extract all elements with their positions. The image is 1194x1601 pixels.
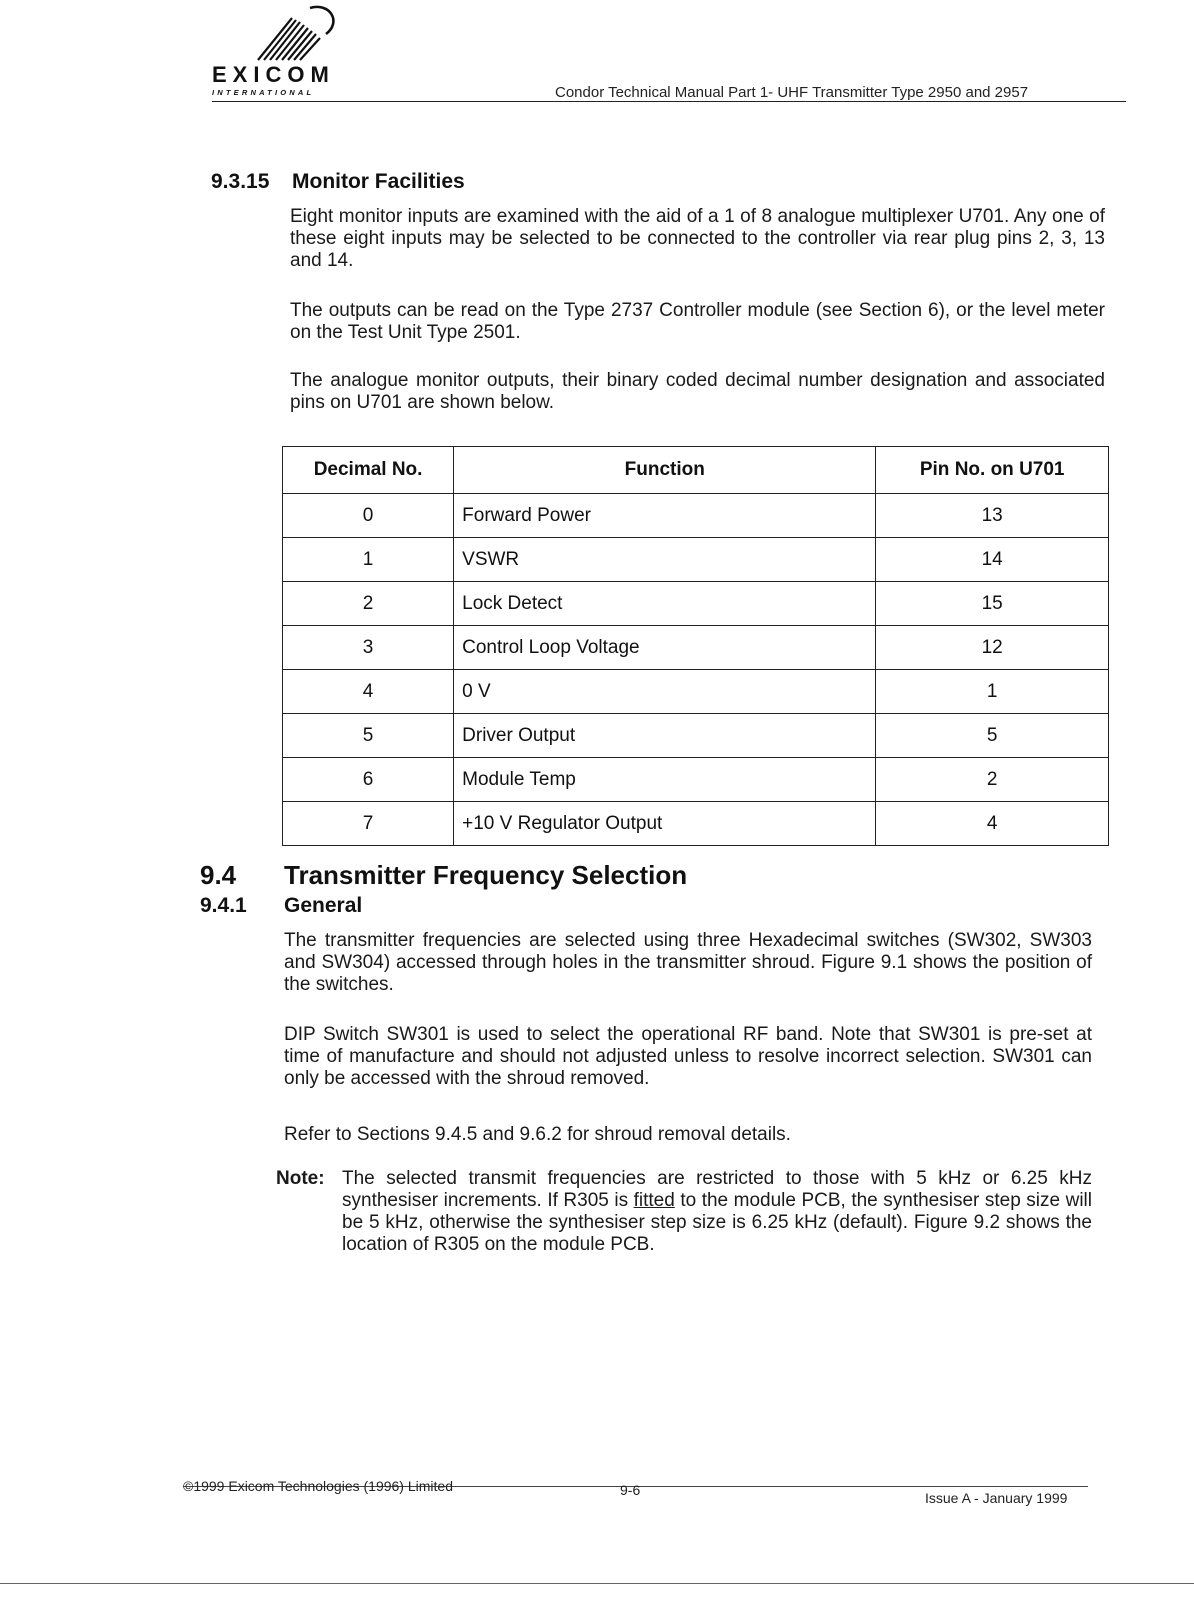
cell-function: VSWR: [454, 538, 876, 582]
paragraph-monitor-inputs: Eight monitor inputs are examined with the aid of a 1 of 8 analogue multiplexer U701. Any one of these eight inputs may be selected to be connected to the controller via rear plug pins 2, 3, 13 and 14.: [290, 206, 1105, 271]
logo-wordmark: EXICOM: [212, 62, 335, 87]
cell-decimal: 3: [283, 626, 454, 670]
cell-decimal: 6: [283, 758, 454, 802]
paragraph-dip-switch: DIP Switch SW301 is used to select the operational RF band. Note that SW301 is pre-set at time of manufacture and should not adjusted unless to resolve incorrect selection. SW301 can only be accessed with the shroud removed.: [284, 1024, 1092, 1089]
cell-function: Forward Power: [454, 494, 876, 538]
section-title-general: General: [284, 894, 363, 917]
section-number-9-4-1: 9.4.1: [200, 894, 247, 917]
paragraph-hex-switches: The transmitter frequencies are selected using three Hexadecimal switches (SW302, SW303 and SW304) accessed through holes in the transmitter shroud. Figure 9.1 shows the position of the switches.: [284, 930, 1092, 995]
cell-decimal: 2: [283, 582, 454, 626]
column-header-decimal-no: Decimal No.: [283, 447, 454, 494]
cell-pin: 5: [876, 714, 1109, 758]
table-row: [283, 714, 1109, 758]
cell-decimal: 1: [283, 538, 454, 582]
cell-pin: 14: [876, 538, 1109, 582]
column-header-function: Function: [454, 447, 876, 494]
cell-pin: 2: [876, 758, 1109, 802]
table-row: [283, 582, 1109, 626]
table-row: [283, 494, 1109, 538]
footer-copyright: ©1999 Exicom Technologies (1996) Limited: [183, 1478, 453, 1494]
footer-issue: Issue A - January 1999: [925, 1490, 1068, 1506]
cell-pin: 4: [876, 802, 1109, 846]
section-title-monitor-facilities: Monitor Facilities: [292, 170, 465, 193]
cell-function: Driver Output: [454, 714, 876, 758]
footer-page-number: 9-6: [620, 1482, 641, 1498]
cell-decimal: 0: [283, 494, 454, 538]
cell-function: 0 V: [454, 670, 876, 714]
cell-decimal: 4: [283, 670, 454, 714]
exicom-logo-icon: [250, 0, 340, 64]
paragraph-outputs-read: The outputs can be read on the Type 2737 Controller module (see Section 6), or the level meter on the Test Unit Type 2501.: [290, 300, 1105, 343]
cell-function: Lock Detect: [454, 582, 876, 626]
table-row: [283, 802, 1109, 846]
cell-decimal: 5: [283, 714, 454, 758]
section-title-frequency-selection: Transmitter Frequency Selection: [284, 860, 688, 890]
table-row: [283, 758, 1109, 802]
cell-pin: 13: [876, 494, 1109, 538]
cell-function: Module Temp: [454, 758, 876, 802]
paragraph-shroud-removal: Refer to Sections 9.4.5 and 9.6.2 for shroud removal details.: [284, 1124, 791, 1145]
logo-subtitle: INTERNATIONAL: [212, 88, 315, 97]
cell-function: Control Loop Voltage: [454, 626, 876, 670]
cell-pin: 15: [876, 582, 1109, 626]
table-row: [283, 670, 1109, 714]
header-rule: [212, 101, 1126, 102]
paragraph-analogue-outputs: The analogue monitor outputs, their binary coded decimal number designation and associated pins on U701 are shown below.: [290, 370, 1105, 413]
note-text-end: to the module PCB, the synthesiser step size will be 5 kHz, otherwise the synthesiser step size is 6.25 kHz (default). Figure 9.2 shows the location of R305 on the module PCB.: [342, 1190, 1093, 1255]
monitor-outputs-table: [282, 446, 1109, 846]
section-number-9-3-15: 9.3.15: [211, 170, 270, 193]
table-row: [283, 538, 1109, 582]
table-header-row: [283, 447, 1109, 494]
note-text-fitted: fitted: [633, 1190, 675, 1211]
cell-pin: 1: [876, 670, 1109, 714]
note-label: Note:: [276, 1168, 325, 1189]
table-row: [283, 626, 1109, 670]
column-header-pin-no: Pin No. on U701: [876, 447, 1109, 494]
cell-pin: 12: [876, 626, 1109, 670]
section-number-9-4: 9.4: [200, 860, 237, 890]
manual-title: Condor Technical Manual Part 1- UHF Transmitter Type 2950 and 2957: [555, 84, 1029, 101]
cell-function: +10 V Regulator Output: [454, 802, 876, 846]
scan-bottom-edge: [0, 1583, 1194, 1584]
note-text: [342, 1168, 1092, 1256]
cell-decimal: 7: [283, 802, 454, 846]
note-text-start: The selected transmit frequencies are restricted to those with 5 kHz or 6.25 kHz synthesiser increments. If R305 is: [342, 1168, 1092, 1211]
